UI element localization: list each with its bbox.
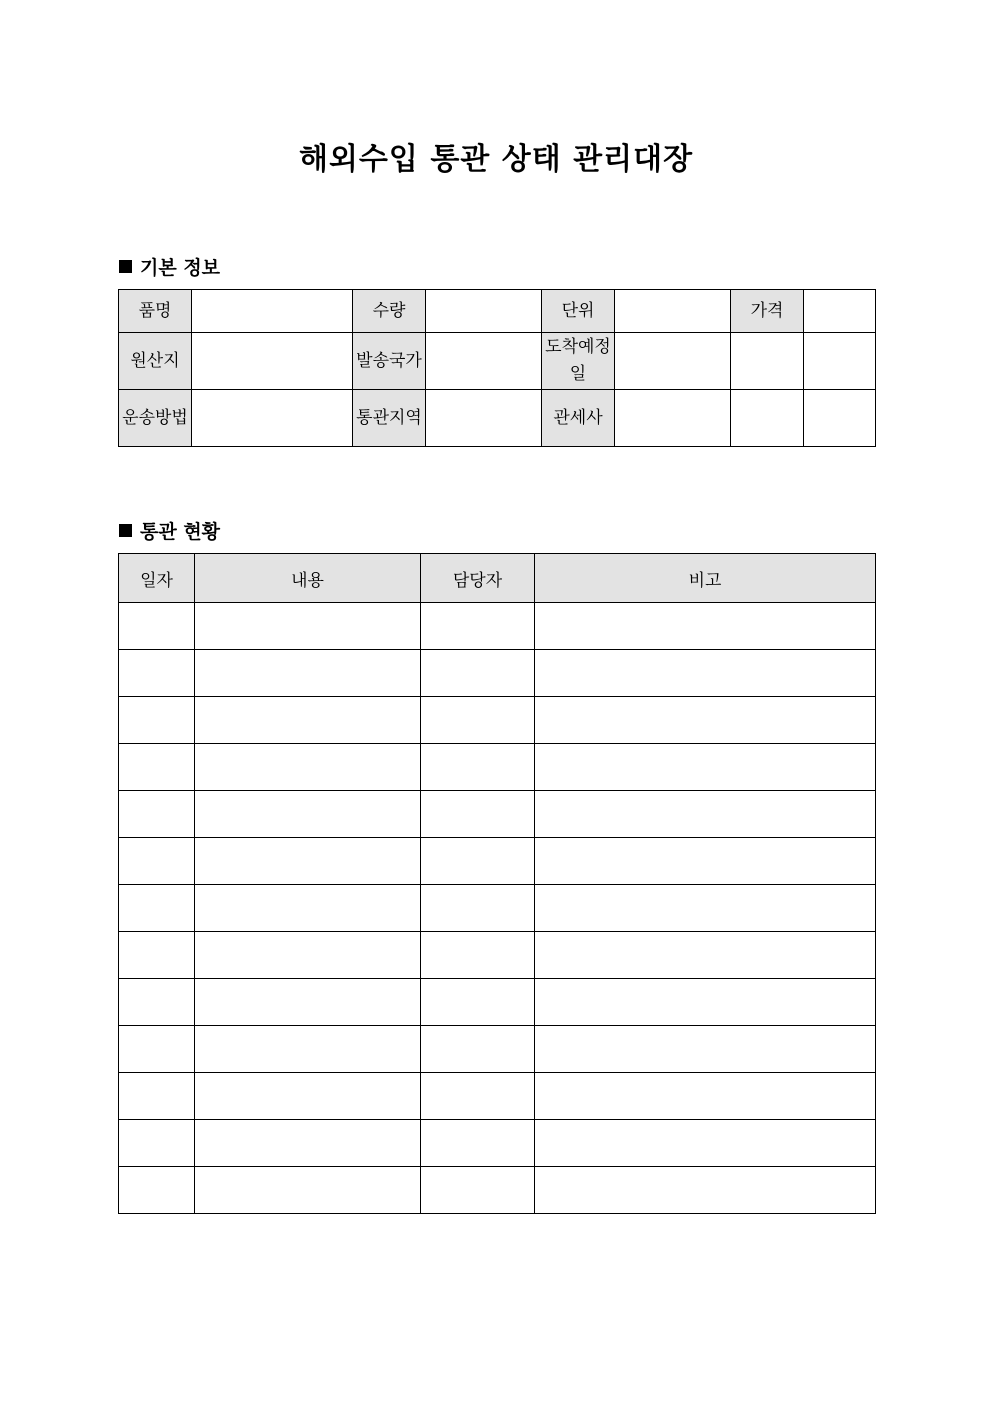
cell-content[interactable]: [195, 1026, 421, 1073]
table-row: [119, 1120, 876, 1167]
field-customs-region[interactable]: [426, 390, 542, 447]
header-content: 내용: [195, 554, 421, 603]
section-heading-status: [119, 517, 220, 544]
cell-date[interactable]: [119, 791, 195, 838]
cell-date[interactable]: [119, 603, 195, 650]
cell-person-in-charge[interactable]: [421, 650, 535, 697]
cell-content[interactable]: [195, 838, 421, 885]
cell-remarks[interactable]: [535, 932, 876, 979]
cell-remarks[interactable]: [535, 603, 876, 650]
field-empty-3[interactable]: [731, 390, 804, 447]
cell-date[interactable]: [119, 697, 195, 744]
field-unit[interactable]: [615, 290, 731, 333]
header-remarks: 비고: [535, 554, 876, 603]
status-table-body: [119, 603, 876, 1214]
field-quantity[interactable]: [426, 290, 542, 333]
field-empty-1[interactable]: [731, 333, 804, 390]
cell-person-in-charge[interactable]: [421, 1073, 535, 1120]
section-heading-status-label: 통관 현황: [140, 521, 221, 543]
label-customs-broker: 관세사: [542, 390, 615, 447]
table-row: [119, 885, 876, 932]
table-row: [119, 1073, 876, 1120]
label-quantity: 수량: [353, 290, 426, 333]
field-empty-4[interactable]: [804, 390, 876, 447]
field-customs-broker[interactable]: [615, 390, 731, 447]
cell-content[interactable]: [195, 791, 421, 838]
cell-content[interactable]: [195, 1073, 421, 1120]
field-origin[interactable]: [192, 333, 353, 390]
header-date: 일자: [119, 554, 195, 603]
square-bullet-icon: [119, 260, 132, 273]
cell-content[interactable]: [195, 650, 421, 697]
field-transport-method[interactable]: [192, 390, 353, 447]
cell-content[interactable]: [195, 697, 421, 744]
cell-person-in-charge[interactable]: [421, 932, 535, 979]
cell-date[interactable]: [119, 1120, 195, 1167]
cell-content[interactable]: [195, 979, 421, 1026]
label-unit: 단위: [542, 290, 615, 333]
cell-remarks[interactable]: [535, 1120, 876, 1167]
customs-status-table: [118, 553, 876, 1214]
label-origin: 원산지: [119, 333, 192, 390]
label-customs-region: 통관지역: [353, 390, 426, 447]
cell-remarks[interactable]: [535, 979, 876, 1026]
basic-info-table: [118, 289, 876, 447]
cell-date[interactable]: [119, 1073, 195, 1120]
document-title: 해외수입 통관 상태 관리대장: [298, 142, 694, 177]
cell-remarks[interactable]: [535, 744, 876, 791]
cell-person-in-charge[interactable]: [421, 791, 535, 838]
cell-remarks[interactable]: [535, 1026, 876, 1073]
header-person-in-charge: 담당자: [421, 554, 535, 603]
cell-remarks[interactable]: [535, 885, 876, 932]
field-expected-arrival[interactable]: [615, 333, 731, 390]
cell-remarks[interactable]: [535, 650, 876, 697]
cell-person-in-charge[interactable]: [421, 603, 535, 650]
cell-date[interactable]: [119, 650, 195, 697]
cell-remarks[interactable]: [535, 1167, 876, 1214]
field-price[interactable]: [804, 290, 876, 333]
cell-date[interactable]: [119, 932, 195, 979]
table-row: [119, 1167, 876, 1214]
table-row: [119, 697, 876, 744]
cell-remarks[interactable]: [535, 791, 876, 838]
cell-date[interactable]: [119, 885, 195, 932]
table-row: [119, 791, 876, 838]
label-expected-arrival: 도착예정일: [542, 333, 615, 390]
cell-content[interactable]: [195, 744, 421, 791]
square-bullet-icon: [119, 524, 132, 537]
cell-content[interactable]: [195, 1120, 421, 1167]
label-price: 가격: [731, 290, 804, 333]
table-row: [119, 744, 876, 791]
table-row: [119, 650, 876, 697]
table-row: [119, 932, 876, 979]
cell-date[interactable]: [119, 838, 195, 885]
cell-content[interactable]: [195, 885, 421, 932]
cell-date[interactable]: [119, 979, 195, 1026]
cell-date[interactable]: [119, 744, 195, 791]
section-heading-basic: [119, 253, 220, 280]
cell-date[interactable]: [119, 1167, 195, 1214]
table-row: [119, 979, 876, 1026]
cell-person-in-charge[interactable]: [421, 838, 535, 885]
field-item-name[interactable]: [192, 290, 353, 333]
cell-remarks[interactable]: [535, 697, 876, 744]
cell-remarks[interactable]: [535, 838, 876, 885]
label-sending-country: 발송국가: [353, 333, 426, 390]
table-row: [119, 838, 876, 885]
cell-person-in-charge[interactable]: [421, 1026, 535, 1073]
field-empty-2[interactable]: [804, 333, 876, 390]
cell-content[interactable]: [195, 1167, 421, 1214]
label-item-name: 품명: [119, 290, 192, 333]
cell-person-in-charge[interactable]: [421, 979, 535, 1026]
table-row: [119, 1026, 876, 1073]
cell-person-in-charge[interactable]: [421, 697, 535, 744]
table-row: [119, 603, 876, 650]
cell-person-in-charge[interactable]: [421, 885, 535, 932]
cell-remarks[interactable]: [535, 1073, 876, 1120]
field-sending-country[interactable]: [426, 333, 542, 390]
cell-date[interactable]: [119, 1026, 195, 1073]
cell-content[interactable]: [195, 932, 421, 979]
cell-person-in-charge[interactable]: [421, 1120, 535, 1167]
label-transport-method: 운송방법: [119, 390, 192, 447]
cell-person-in-charge[interactable]: [421, 1167, 535, 1214]
cell-content[interactable]: [195, 603, 421, 650]
section-heading-basic-label: 기본 정보: [140, 257, 221, 279]
cell-person-in-charge[interactable]: [421, 744, 535, 791]
